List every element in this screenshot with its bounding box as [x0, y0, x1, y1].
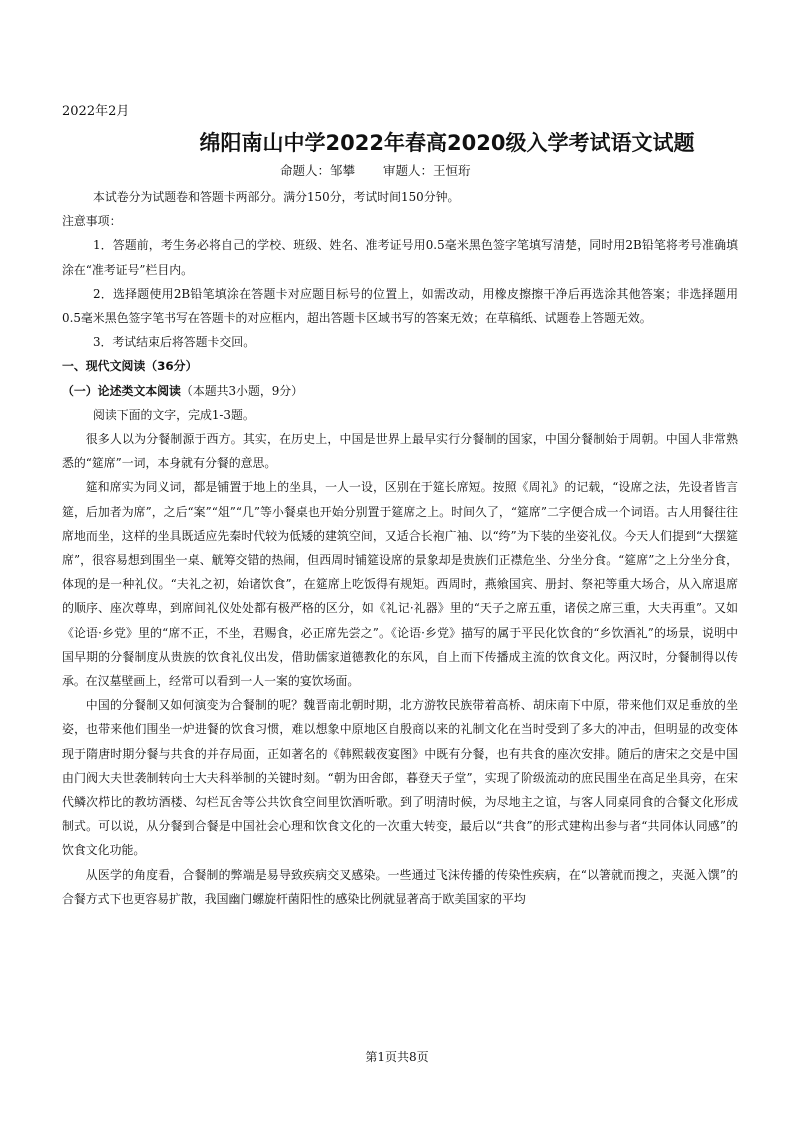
passage-paragraph: 筵和席实为同义词，都是铺置于地上的坐具，一人一设，区别在于筵长席短。按照《周礼》的记载，“设席之法，先设者皆言筵，后加者为席”，之后“案”“俎”“几”等小餐桌也开始分别置于筵席之上。时间久了，“筵席”二字便合成一个词语。古人用餐往往席地而坐，这样的坐具既适应先秦时代较为低矮的建筑空间，又适合长袍广袖、以“绔”为下装的坐姿礼仪。今天人们提到“大摆筵席”，很容易想到围坐一桌、觥筹交错的热闹，但西周时铺筵设席的景象却是贵族们正襟危坐、分坐分食。“筵席”之上分坐分食，体现的是一种礼仪。“夫礼之初，始诸饮食”，在筵席上吃饭得有规矩。西周时，燕飨国宾、册封、祭祀等重大场合，从入席退席的顺序、座次尊卑，到席间礼仪处处都有极严格的区分，如《礼记·礼器》里的“天子之席五重，诸侯之席三重，大夫再重”。又如《论语·乡党》里的“席不正，不坐，君赐食，必正席先尝之”。《论语·乡党》描写的属于平民化饮食的“乡饮酒礼”的场景，说明中国早期的分餐制度从贵族的饮食礼仪出发，借助儒家道德教化的东风，自上而下传播成主流的饮食文化。两汉时，分餐制得以传承。在汉墓壁画上，经常可以看到一人一案的宴饮场面。	[62, 480, 738, 689]
section-heading: 一、现代文阅读（36分）	[62, 359, 198, 374]
exam-body	[62, 185, 738, 911]
page-number: 第1页共8页	[365, 1050, 429, 1064]
question-reviewer: 审题人：王恒珩	[383, 163, 471, 178]
notice-item: 1．答题前，考生务必将自己的学校、班级、姓名、准考证号用0.5毫米黑色签字笔填写清楚，同时用2B铅笔将考号准确填涂在“准考证号”栏目内。	[62, 238, 738, 277]
passage-paragraph: 很多人以为分餐制源于西方。其实，在历史上，中国是世界上最早实行分餐制的国家，中国分餐制始于周朝。中国人非常熟悉的“筵席”一词，本身就有分餐的意思。	[62, 432, 738, 471]
notice-item: 2．选择题使用2B铅笔填涂在答题卡对应题目标号的位置上，如需改动，用橡皮擦擦干净后再选涂其他答案；非选择题用0.5毫米黑色签字笔书写在答题卡的对应框内，超出答题卡区域书写的答案无效；在草稿纸、试题卷上答题无效。	[62, 286, 738, 326]
question-setter: 命题人：邹攀	[280, 163, 356, 178]
author-line	[280, 162, 471, 180]
exam-title: 绵阳南山中学2022年春高2020级入学考试语文试题	[199, 131, 695, 155]
subsection-note: （本题共3小题，9分）	[180, 383, 304, 398]
exam-intro: 本试卷分为试题卷和答题卡两部分。满分150分，考试时间150分钟。	[92, 190, 460, 204]
subsection-title: （一）论述类文本阅读	[62, 383, 181, 398]
notice-item: 3．考试结束后将答题卡交回。	[92, 335, 256, 350]
passage-paragraph: 从医学的角度看，合餐制的弊端是易导致疾病交叉感染。一些通过飞沫传播的传染性疾病，在“以箸就而搜之，夹涎入馔”的合餐方式下也更容易扩散，我国幽门螺旋杆菌阳性的感染比例就显著高于欧美国家的平均	[62, 867, 738, 906]
reading-instruction: 阅读下面的文字，完成1-3题。	[92, 407, 255, 422]
subsection-heading	[62, 379, 738, 403]
passage-paragraph: 中国的分餐制又如何演变为合餐制的呢？魏晋南北朝时期，北方游牧民族带着高桥、胡床南下中原，带来他们双足垂放的坐姿，也带来他们围坐一炉进餐的饮食习惯，难以想象中原地区自殷商以来的礼制文化在当时受到了多大的冲击，但明显的改变体现于隋唐时期分餐与共食的并存局面，正如著名的《韩熙载夜宴图》中既有分餐，也有共食的座次安排。随后的唐宋之交是中国由门阀大夫世袭制转向士大夫科举制的关键时刻。“朝为田舍郎，暮登天子堂”，实现了阶级流动的庶民围坐在高足坐具旁，在宋代鳞次栉比的教坊酒楼、勾栏瓦舍等公共饮食空间里饮酒听歌。到了明清时候，为尽地主之谊，与客人同桌同食的合餐文化形成制式。可以说，从分餐到合餐是中国社会心理和饮食文化的一次重大转变，最后以“共食”的形式建构出参与者“共同体认同感”的饮食文化功能。	[62, 698, 738, 858]
exam-date: 2022年2月	[62, 104, 130, 119]
notice-heading: 注意事项：	[62, 214, 122, 229]
